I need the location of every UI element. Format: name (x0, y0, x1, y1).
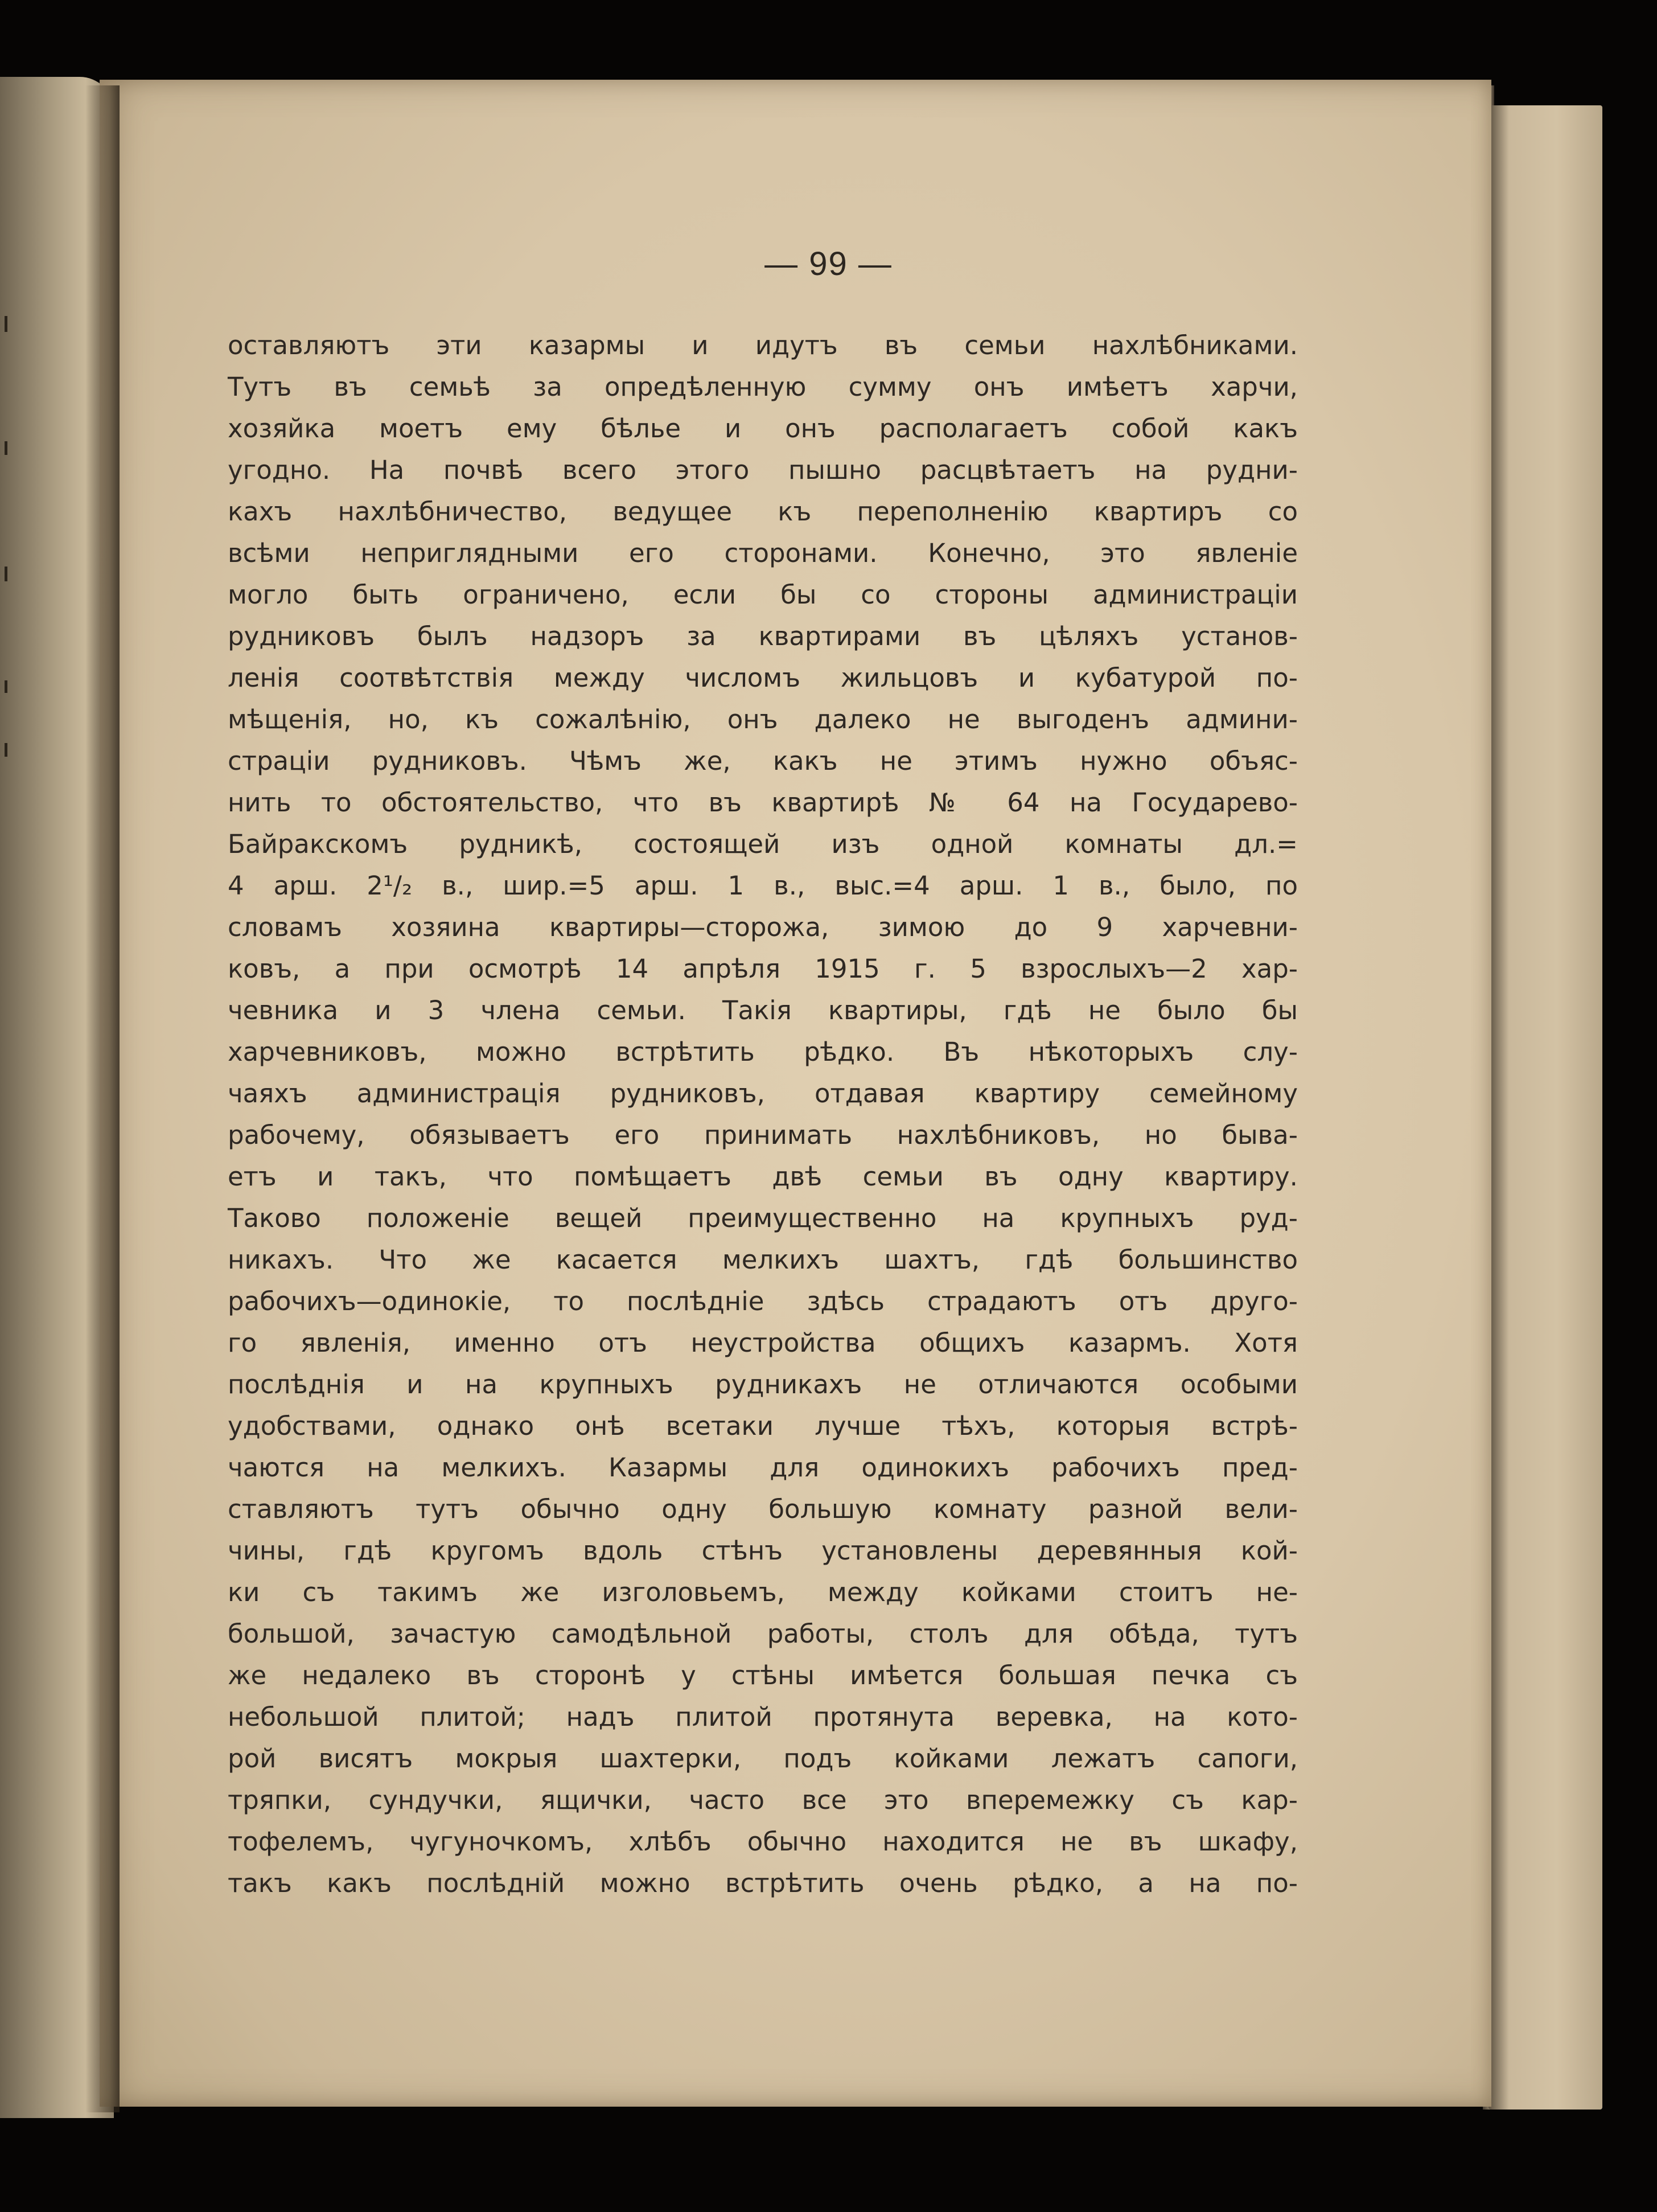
body-text (228, 325, 1298, 1904)
text-line: небольшой плитой; надъ плитой протянута веревка, на кото- (228, 1702, 1298, 1732)
page-stack (1489, 105, 1602, 2110)
text-line: Тутъ въ семьѣ за опредѣленную сумму онъ имѣетъ харчи, (228, 372, 1298, 402)
text-line: могло быть ограничено, если бы со стороны администраціи (228, 580, 1298, 610)
text-line: кахъ нахлѣбничество, ведущее къ переполненію квартиръ со (228, 496, 1298, 527)
text-line: послѣднія и на крупныхъ рудникахъ не отличаются особыми (228, 1369, 1298, 1400)
text-line: го явленія, именно отъ неустройства общихъ казармъ. Хотя (228, 1328, 1298, 1358)
text-line: чаяхъ администрація рудниковъ, отдавая квартиру семейному (228, 1078, 1298, 1109)
print-mark (5, 441, 7, 455)
text-line: нить то обстоятельство, что въ квартирѣ № 64 на Государево- (228, 787, 1298, 818)
text-line: Байракскомъ рудникѣ, состоящей изъ одной комнаты дл.= (228, 829, 1298, 859)
print-mark (5, 567, 7, 581)
text-line: харчевниковъ, можно встрѣтить рѣдко. Въ нѣкоторыхъ слу- (228, 1037, 1298, 1067)
text-line: удобствами, однако онѣ всетаки лучше тѣхъ, которыя встрѣ- (228, 1411, 1298, 1441)
text-line: ковъ, а при осмотрѣ 14 апрѣля 1915 г. 5 взрослыхъ—2 хар- (228, 954, 1298, 984)
text-line: словамъ хозяина квартиры—сторожа, зимою до 9 харчевни- (228, 912, 1298, 942)
text-line: рабочему, обязываетъ его принимать нахлѣбниковъ, но быва- (228, 1120, 1298, 1150)
text-line: чаются на мелкихъ. Казармы для одинокихъ рабочихъ пред- (228, 1452, 1298, 1483)
text-line: ленія соотвѣтствія между числомъ жильцовъ и кубатурой по- (228, 663, 1298, 693)
text-line: оставляютъ эти казармы и идутъ въ семьи нахлѣбниками. (228, 330, 1298, 360)
text-line: рудниковъ былъ надзоръ за квартирами въ цѣляхъ установ- (228, 621, 1298, 651)
print-mark (5, 743, 7, 757)
text-line: большой, зачастую самодѣльной работы, столъ для обѣда, тутъ (228, 1619, 1298, 1649)
text-line: Таково положеніе вещей преимущественно на крупныхъ руд- (228, 1203, 1298, 1233)
text-line: же недалеко въ сторонѣ у стѣны имѣется большая печка съ (228, 1660, 1298, 1690)
text-line: тряпки, сундучки, ящички, часто все это вперемежку съ кар- (228, 1785, 1298, 1815)
text-line: 4 арш. 2¹/₂ в., шир.=5 арш. 1 в., выс.=4 арш. 1 в., было, по (228, 871, 1298, 901)
text-line: рой висятъ мокрыя шахтерки, подъ койками лежатъ сапоги, (228, 1743, 1298, 1774)
text-line: всѣми неприглядными его сторонами. Конечно, это явленіе (228, 538, 1298, 568)
text-line: угодно. На почвѣ всего этого пышно расцвѣтаетъ на рудни- (228, 455, 1298, 485)
text-line: ставляютъ тутъ обычно одну большую комнату разной вели- (228, 1494, 1298, 1524)
text-line: страціи рудниковъ. Чѣмъ же, какъ не этимъ нужно объяс- (228, 746, 1298, 776)
text-line: никахъ. Что же касается мелкихъ шахтъ, гдѣ большинство (228, 1245, 1298, 1275)
text-line: етъ и такъ, что помѣщаетъ двѣ семьи въ одну квартиру. (228, 1162, 1298, 1192)
print-mark (5, 316, 7, 332)
text-line: хозяйка моетъ ему бѣлье и онъ располагаетъ собой какъ (228, 413, 1298, 444)
text-line: рабочихъ—одинокіе, то послѣдніе здѣсь страдаютъ отъ друго- (228, 1286, 1298, 1316)
book-gutter-shadow (85, 85, 120, 2112)
text-line: чины, гдѣ кругомъ вдоль стѣнъ установлены деревянныя кой- (228, 1536, 1298, 1566)
print-mark (5, 680, 7, 693)
text-line: чевника и 3 члена семьи. Такія квартиры, гдѣ не было бы (228, 995, 1298, 1025)
text-line: тофелемъ, чугуночкомъ, хлѣбъ обычно находится не въ шкафу, (228, 1827, 1298, 1857)
page-number: — 99 — (764, 245, 893, 282)
text-line: мѣщенія, но, къ сожалѣнію, онъ далеко не выгоденъ админи- (228, 704, 1298, 734)
text-line: ки съ такимъ же изголовьемъ, между койками стоитъ не- (228, 1577, 1298, 1607)
text-line: такъ какъ послѣдній можно встрѣтить очень рѣдко, а на по- (228, 1868, 1298, 1898)
